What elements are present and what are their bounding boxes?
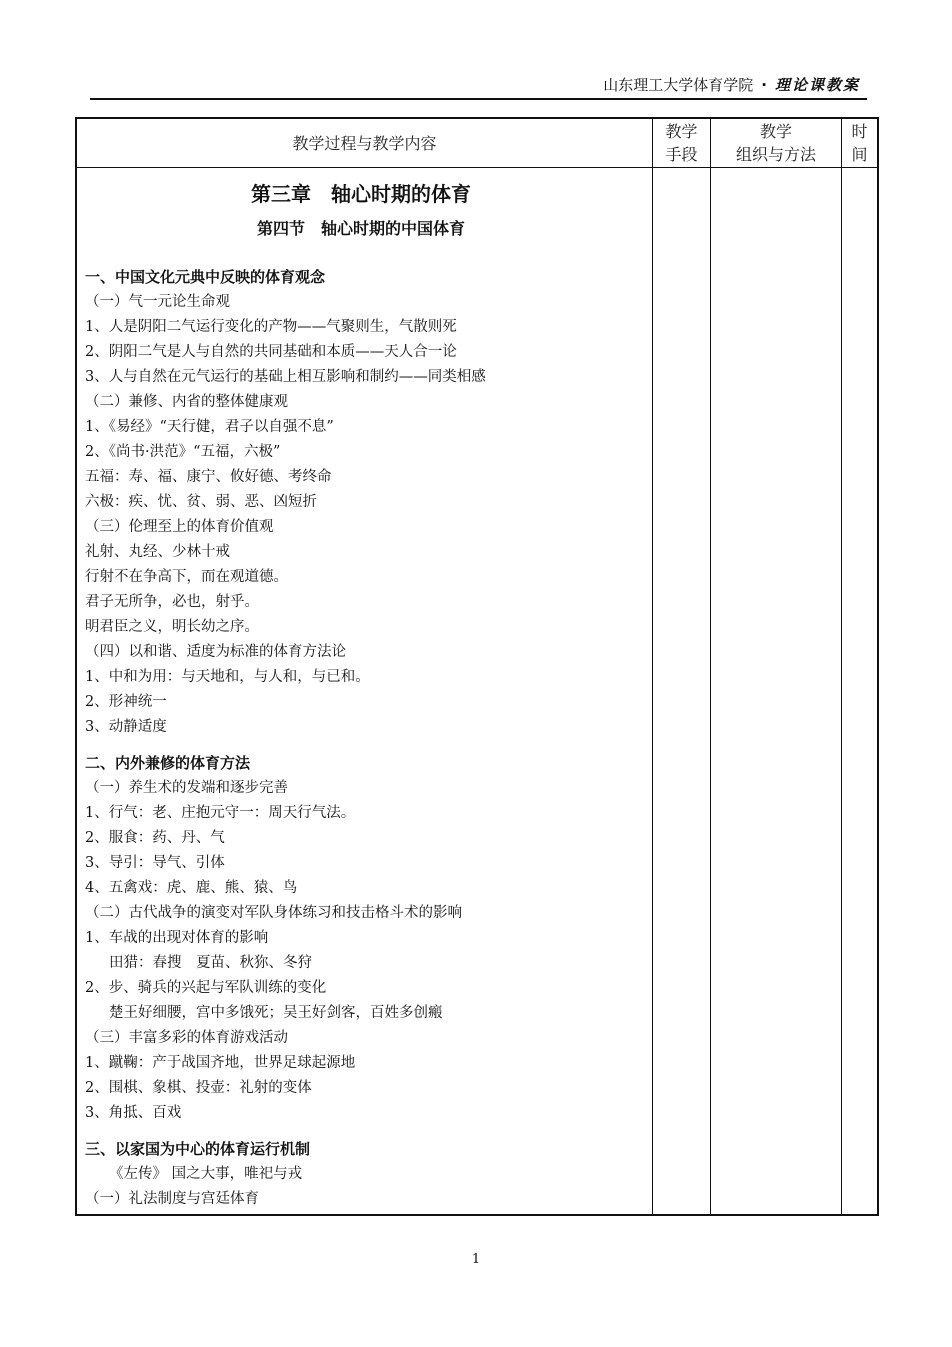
content-line: 4、五禽戏：虎、鹿、熊、猿、鸟 bbox=[85, 880, 298, 896]
content-line: 行射不在争高下，而在观道德。 bbox=[85, 569, 288, 585]
heading-part-3: 三、以家国为中心的体育运行机制 bbox=[85, 1140, 311, 1158]
column-header-content bbox=[77, 119, 652, 167]
content-line: 2、《尚书·洪范》“五福，六极” bbox=[85, 444, 281, 460]
content-line: 明君臣之义，明长幼之序。 bbox=[85, 619, 259, 635]
heading-part-1: 一、中国文化元典中反映的体育观念 bbox=[85, 268, 326, 286]
column-header-content-label: 教学过程与教学内容 bbox=[292, 133, 437, 153]
content-line: 1、行气：老、庄抱元守一：周天行气法。 bbox=[85, 805, 356, 821]
content-line: 3、人与自然在元气运行的基础上相互影响和制约——同类相感 bbox=[85, 369, 486, 385]
column-header-method-line1: 教学 bbox=[759, 122, 792, 141]
content-line: 2、形神统一 bbox=[85, 694, 167, 710]
content-line: 2、步、骑兵的兴起与军队训练的变化 bbox=[85, 980, 327, 996]
column-divider bbox=[710, 119, 711, 1214]
content-line: （二）兼修、内省的整体健康观 bbox=[85, 394, 288, 410]
content-line: 楚王好细腰，宫中多饿死；吴王好剑客，百姓多创瘢 bbox=[109, 1005, 443, 1021]
content-line: （二）古代战争的演变对军队身体练习和技击格斗术的影响 bbox=[85, 905, 462, 921]
content-line: 1、蹴鞠：产于战国齐地，世界足球起源地 bbox=[85, 1055, 356, 1071]
lesson-plan-table bbox=[75, 117, 879, 1216]
section-title: 第四节 轴心时期的中国体育 bbox=[256, 219, 465, 238]
content-line: 《左传》 国之大事，唯祀与戎 bbox=[109, 1166, 303, 1182]
header-doc-type: 理论课教案 bbox=[774, 76, 860, 94]
column-header-time-line1: 时 bbox=[851, 122, 868, 141]
column-header-means bbox=[653, 119, 710, 167]
content-line: 2、阴阳二气是人与自然的共同基础和本质——天人合一论 bbox=[85, 344, 457, 360]
content-line: 1、《易经》“天行健，君子以自强不息” bbox=[85, 419, 334, 435]
content-line: 田猎：春搜 夏苗、秋狝、冬狩 bbox=[109, 955, 312, 971]
header-separator: · bbox=[761, 76, 767, 94]
column-divider bbox=[652, 119, 653, 1214]
content-line: （三）丰富多彩的体育游戏活动 bbox=[85, 1030, 288, 1046]
content-line: （一）气一元论生命观 bbox=[85, 294, 230, 310]
column-divider bbox=[841, 119, 842, 1214]
header-rule bbox=[90, 98, 867, 100]
lesson-content bbox=[85, 174, 645, 1212]
content-line: 君子无所争，必也，射乎。 bbox=[85, 594, 259, 610]
page-number: 1 bbox=[471, 1252, 481, 1267]
content-line: （四）以和谐、适度为标准的体育方法论 bbox=[85, 644, 346, 660]
column-header-method bbox=[711, 119, 841, 167]
content-line: （一）养生术的发端和逐步完善 bbox=[85, 780, 288, 796]
content-line: 3、动静适度 bbox=[85, 719, 167, 735]
content-line: 1、中和为用：与天地和，与人和，与已和。 bbox=[85, 669, 370, 685]
content-line: （一）礼法制度与宫廷体育 bbox=[85, 1191, 259, 1207]
content-line: 2、服食：药、丹、气 bbox=[85, 830, 225, 846]
content-line: 1、人是阴阳二气运行变化的产物——气聚则生，气散则死 bbox=[85, 319, 457, 335]
content-line: 五福：寿、福、康宁、攸好德、考终命 bbox=[85, 469, 332, 485]
content-line: 3、导引：导气、引体 bbox=[85, 855, 225, 871]
column-header-means-line2: 手段 bbox=[665, 145, 698, 164]
header-institution: 山东理工大学体育学院 bbox=[603, 76, 754, 94]
content-line: 2、围棋、象棋、投壶：礼射的变体 bbox=[85, 1080, 312, 1096]
column-header-method-line2: 组织与方法 bbox=[735, 145, 816, 164]
content-line: 礼射、丸经、少林十戒 bbox=[85, 544, 230, 560]
column-header-time bbox=[842, 119, 877, 167]
page-header bbox=[603, 74, 860, 95]
content-line: 1、车战的出现对体育的影响 bbox=[85, 930, 269, 946]
column-header-time-line2: 间 bbox=[851, 145, 868, 164]
content-line: 六极：疾、忧、贫、弱、恶、凶短折 bbox=[85, 494, 317, 510]
header-row-divider bbox=[77, 167, 877, 168]
heading-part-2: 二、内外兼修的体育方法 bbox=[85, 754, 251, 772]
content-line: （三）伦理至上的体育价值观 bbox=[85, 519, 274, 535]
content-line: 3、角抵、百戏 bbox=[85, 1105, 182, 1121]
column-header-means-line1: 教学 bbox=[665, 122, 698, 141]
chapter-title: 第三章 轴心时期的体育 bbox=[251, 182, 471, 206]
